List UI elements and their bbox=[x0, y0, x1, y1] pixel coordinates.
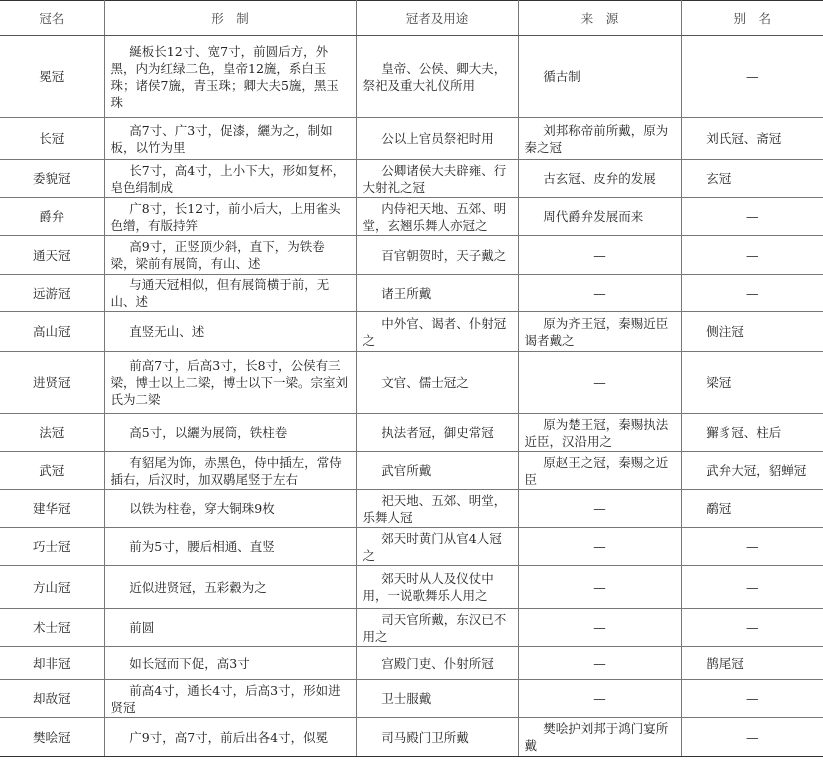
header-use: 冠者及用途 bbox=[356, 1, 518, 36]
cell-name: 委貌冠 bbox=[0, 160, 104, 198]
cell-origin: — bbox=[518, 566, 681, 609]
table-row bbox=[0, 718, 823, 757]
cell-origin: 周代爵弁发展而来 bbox=[518, 198, 681, 236]
cell-origin: — bbox=[518, 647, 681, 680]
cell-origin: 原为齐王冠，秦赐近臣谒者戴之 bbox=[518, 312, 681, 352]
cell-use: 武官所戴 bbox=[356, 452, 518, 490]
table-row bbox=[0, 609, 823, 647]
table-row bbox=[0, 452, 823, 490]
cell-origin: — bbox=[518, 609, 681, 647]
table-row bbox=[0, 647, 823, 680]
cell-form: 高5寸，以纚为展筒，铁柱卷 bbox=[104, 414, 356, 452]
cell-alias: — bbox=[681, 680, 823, 718]
cell-form: 高9寸，正竖顶少斜，直下，为铁卷梁，梁前有展筒，有山、述 bbox=[104, 236, 356, 275]
cell-name: 通天冠 bbox=[0, 236, 104, 275]
cell-use: 郊天时黄门从官4人冠之 bbox=[356, 528, 518, 566]
cell-use: 司马殿门卫所戴 bbox=[356, 718, 518, 757]
cell-use: 皇帝、公侯、卿大夫，祭祀及重大礼仪所用 bbox=[356, 36, 518, 118]
cell-name: 法冠 bbox=[0, 414, 104, 452]
cell-origin: — bbox=[518, 528, 681, 566]
cell-form: 綖板长12寸、宽7寸，前圆后方，外黑，内为红绿二色，皇帝12旒，系白玉珠；诸侯7旒，青玉珠；卿大夫5旒，黑玉珠 bbox=[104, 36, 356, 118]
table-header-row bbox=[0, 1, 823, 36]
table-row bbox=[0, 118, 823, 160]
cell-form: 直竖无山、述 bbox=[104, 312, 356, 352]
table-body bbox=[0, 36, 823, 757]
cell-use: 内侍祀天地、五郊、明堂，玄翘乐舞人亦冠之 bbox=[356, 198, 518, 236]
cell-origin: 原为楚王冠，秦赐执法近臣，汉沿用之 bbox=[518, 414, 681, 452]
cell-origin: 循古制 bbox=[518, 36, 681, 118]
cell-alias: — bbox=[681, 198, 823, 236]
table-row bbox=[0, 160, 823, 198]
cell-use: 公以上官员祭祀时用 bbox=[356, 118, 518, 160]
cell-form: 广8寸，长12寸，前小后大，上用雀头色缯，有版持笄 bbox=[104, 198, 356, 236]
cell-form: 以铁为柱卷，穿大铜珠9枚 bbox=[104, 490, 356, 528]
cell-name: 远游冠 bbox=[0, 275, 104, 312]
cell-origin: — bbox=[518, 490, 681, 528]
cell-alias: — bbox=[681, 718, 823, 757]
table-row bbox=[0, 680, 823, 718]
cell-alias: 玄冠 bbox=[681, 160, 823, 198]
cell-alias: 獬豸冠、柱后 bbox=[681, 414, 823, 452]
cell-name: 长冠 bbox=[0, 118, 104, 160]
cell-form: 有貂尾为饰，赤黑色，侍中插左，常侍插右，后汉时，加双鹖尾竖于左右 bbox=[104, 452, 356, 490]
cell-name: 高山冠 bbox=[0, 312, 104, 352]
table-row bbox=[0, 198, 823, 236]
cell-name: 冕冠 bbox=[0, 36, 104, 118]
cell-alias: 刘氏冠、斋冠 bbox=[681, 118, 823, 160]
cell-name: 爵弁 bbox=[0, 198, 104, 236]
cell-form: 前圆 bbox=[104, 609, 356, 647]
cell-form: 高7寸、广3寸，促漆，纚为之，制如板，以竹为里 bbox=[104, 118, 356, 160]
cell-use: 文官、儒士冠之 bbox=[356, 352, 518, 414]
cell-use: 诸王所戴 bbox=[356, 275, 518, 312]
cell-use: 郊天时从人及仪仗中用，一说歌舞乐人用之 bbox=[356, 566, 518, 609]
table-row bbox=[0, 352, 823, 414]
table-row bbox=[0, 275, 823, 312]
cell-origin: 古玄冠、皮弁的发展 bbox=[518, 160, 681, 198]
cell-use: 宫殿门吏、仆射所冠 bbox=[356, 647, 518, 680]
cell-origin: 刘邦称帝前所戴，原为秦之冠 bbox=[518, 118, 681, 160]
cell-name: 武冠 bbox=[0, 452, 104, 490]
cell-origin: 樊哙护刘邦于鸿门宴所戴 bbox=[518, 718, 681, 757]
header-form: 形 制 bbox=[104, 1, 356, 36]
cell-alias: 梁冠 bbox=[681, 352, 823, 414]
cell-form: 前为5寸，腰后相通、直竖 bbox=[104, 528, 356, 566]
cell-use: 百官朝贺时，天子戴之 bbox=[356, 236, 518, 275]
cell-use: 祀天地、五郊、明堂，乐舞人冠 bbox=[356, 490, 518, 528]
cell-name: 术士冠 bbox=[0, 609, 104, 647]
table-row bbox=[0, 36, 823, 118]
cell-origin: — bbox=[518, 352, 681, 414]
cell-alias: 鹬冠 bbox=[681, 490, 823, 528]
cell-alias: — bbox=[681, 528, 823, 566]
cell-alias: 武弁大冠，貂蝉冠 bbox=[681, 452, 823, 490]
cell-use: 卫士服戴 bbox=[356, 680, 518, 718]
cell-origin: 原赵王之冠，秦赐之近臣 bbox=[518, 452, 681, 490]
cell-use: 司天官所戴，东汉已不用之 bbox=[356, 609, 518, 647]
cell-form: 长7寸，高4寸，上小下大，形如复杯，皂色绢制成 bbox=[104, 160, 356, 198]
cell-form: 前高4寸，通长4寸，后高3寸，形如进贤冠 bbox=[104, 680, 356, 718]
cell-origin: — bbox=[518, 236, 681, 275]
cell-alias: — bbox=[681, 236, 823, 275]
cell-name: 方山冠 bbox=[0, 566, 104, 609]
cell-alias: — bbox=[681, 36, 823, 118]
cell-origin: — bbox=[518, 275, 681, 312]
table-row bbox=[0, 236, 823, 275]
cell-alias: — bbox=[681, 609, 823, 647]
cell-alias: — bbox=[681, 275, 823, 312]
cell-form: 广9寸，高7寸，前后出各4寸，似冕 bbox=[104, 718, 356, 757]
cell-form: 如长冠而下促，高3寸 bbox=[104, 647, 356, 680]
table-row bbox=[0, 566, 823, 609]
cell-origin: — bbox=[518, 680, 681, 718]
cell-name: 巧士冠 bbox=[0, 528, 104, 566]
cell-name: 樊哙冠 bbox=[0, 718, 104, 757]
cell-use: 公卿诸侯大夫辟雍、行大射礼之冠 bbox=[356, 160, 518, 198]
cell-name: 进贤冠 bbox=[0, 352, 104, 414]
table-row bbox=[0, 312, 823, 352]
header-name: 冠名 bbox=[0, 1, 104, 36]
cell-name: 建华冠 bbox=[0, 490, 104, 528]
header-alias: 别 名 bbox=[681, 1, 823, 36]
cell-form: 前高7寸，后高3寸，长8寸，公侯有三梁，博士以上二梁，博士以下一梁。宗室刘氏为二梁 bbox=[104, 352, 356, 414]
cell-form: 与通天冠相似，但有展筒横于前，无山、述 bbox=[104, 275, 356, 312]
cell-alias: — bbox=[681, 566, 823, 609]
cell-name: 却非冠 bbox=[0, 647, 104, 680]
header-origin: 来 源 bbox=[518, 1, 681, 36]
table-row bbox=[0, 414, 823, 452]
cell-form: 近似进贤冠，五彩縠为之 bbox=[104, 566, 356, 609]
cell-use: 中外官、谒者、仆射冠之 bbox=[356, 312, 518, 352]
cell-alias: 侧注冠 bbox=[681, 312, 823, 352]
cell-use: 执法者冠，御史常冠 bbox=[356, 414, 518, 452]
cell-name: 却敌冠 bbox=[0, 680, 104, 718]
table-row bbox=[0, 528, 823, 566]
cell-alias: 鹊尾冠 bbox=[681, 647, 823, 680]
table-row bbox=[0, 490, 823, 528]
